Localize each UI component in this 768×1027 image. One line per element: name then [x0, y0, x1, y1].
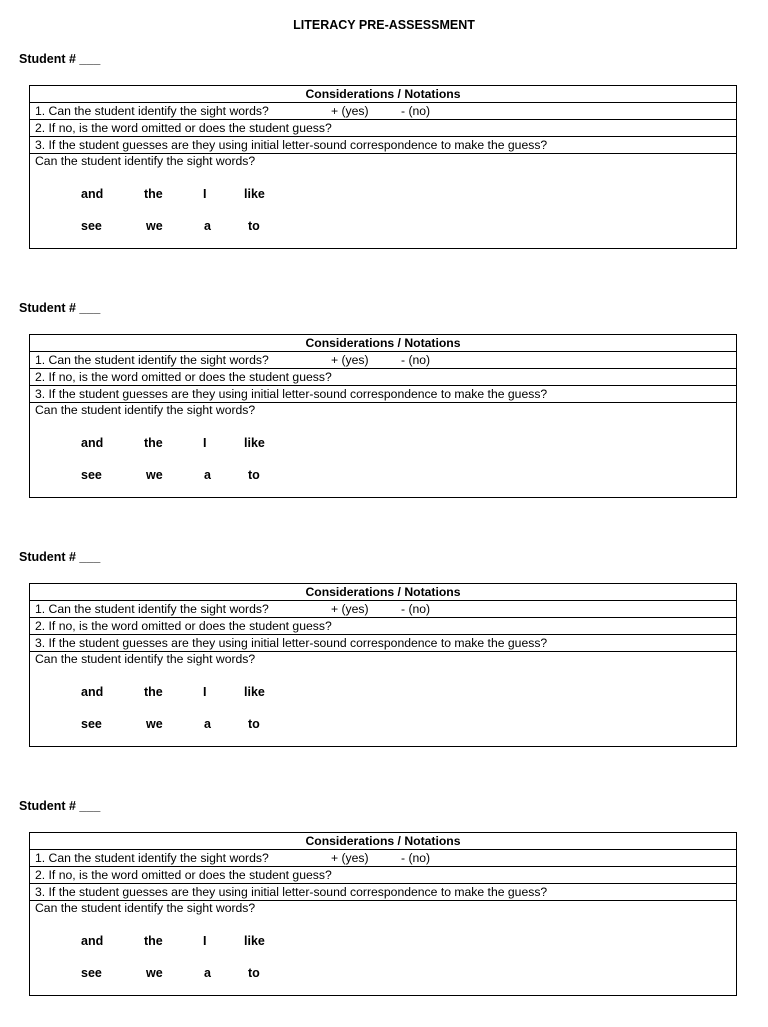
assessment-table [29, 832, 737, 996]
sight-word: see [81, 966, 102, 980]
yes-option: + (yes) [331, 851, 369, 865]
question-3-row: 3. If the student guesses are they using initial letter-sound correspondence to make the guess? [30, 635, 736, 652]
yes-option: + (yes) [331, 104, 369, 118]
question-1-text: 1. Can the student identify the sight words? [35, 851, 269, 865]
question-3-row: 3. If the student guesses are they using initial letter-sound correspondence to make the guess? [30, 386, 736, 403]
sight-word: we [146, 717, 163, 731]
sight-word: I [203, 436, 207, 450]
question-2-row: 2. If no, is the word omitted or does the student guess? [30, 867, 736, 884]
sight-word: like [244, 685, 265, 699]
question-1-text: 1. Can the student identify the sight words? [35, 353, 269, 367]
question-1-row [30, 352, 736, 369]
table-header: Considerations / Notations [30, 86, 736, 103]
sight-word: see [81, 717, 102, 731]
question-1-row [30, 850, 736, 867]
table-header: Considerations / Notations [30, 335, 736, 352]
no-option: - (no) [401, 353, 431, 367]
page-title: LITERACY PRE-ASSESSMENT [293, 18, 475, 32]
sight-word: like [244, 934, 265, 948]
sight-word: see [81, 468, 102, 482]
no-option: - (no) [401, 851, 431, 865]
sight-word: I [203, 187, 207, 201]
question-2-row: 2. If no, is the word omitted or does the student guess? [30, 618, 736, 635]
question-1-text: 1. Can the student identify the sight words? [35, 602, 269, 616]
student-number-label: Student # ___ [19, 301, 101, 315]
sight-word: we [146, 966, 163, 980]
table-header: Considerations / Notations [30, 833, 736, 850]
sight-word: to [248, 717, 260, 731]
sight-words-prompt: Can the student identify the sight words? [35, 901, 256, 915]
sight-word: like [244, 187, 265, 201]
student-number-label: Student # ___ [19, 550, 101, 564]
sight-words-prompt: Can the student identify the sight words? [35, 652, 256, 666]
assessment-table [29, 85, 737, 249]
yes-option: + (yes) [331, 602, 369, 616]
sight-word: a [204, 966, 211, 980]
sight-word: and [81, 685, 104, 699]
sight-word: to [248, 966, 260, 980]
sight-words-area [30, 419, 736, 529]
question-1-row [30, 601, 736, 618]
sight-word: the [144, 685, 163, 699]
sight-word: a [204, 219, 211, 233]
sight-word: to [248, 468, 260, 482]
sight-word: I [203, 685, 207, 699]
sight-word: and [81, 436, 104, 450]
sight-word: a [204, 717, 211, 731]
sight-word: and [81, 934, 104, 948]
table-header: Considerations / Notations [30, 584, 736, 601]
sight-word: the [144, 436, 163, 450]
no-option: - (no) [401, 104, 431, 118]
sight-words-area [30, 170, 736, 280]
sight-word: we [146, 219, 163, 233]
assessment-table [29, 583, 737, 747]
question-1-text: 1. Can the student identify the sight words? [35, 104, 269, 118]
yes-option: + (yes) [331, 353, 369, 367]
question-3-row: 3. If the student guesses are they using initial letter-sound correspondence to make the guess? [30, 137, 736, 154]
sight-word: to [248, 219, 260, 233]
sight-word: like [244, 436, 265, 450]
sight-words-prompt: Can the student identify the sight words? [35, 403, 256, 417]
question-2-row: 2. If no, is the word omitted or does the student guess? [30, 120, 736, 137]
sight-word: a [204, 468, 211, 482]
question-2-row: 2. If no, is the word omitted or does the student guess? [30, 369, 736, 386]
question-3-row: 3. If the student guesses are they using initial letter-sound correspondence to make the guess? [30, 884, 736, 901]
no-option: - (no) [401, 602, 431, 616]
student-number-label: Student # ___ [19, 52, 101, 66]
sight-words-area [30, 668, 736, 778]
sight-word: and [81, 187, 104, 201]
sight-word: see [81, 219, 102, 233]
sight-word: I [203, 934, 207, 948]
sight-word: the [144, 934, 163, 948]
student-number-label: Student # ___ [19, 799, 101, 813]
sight-words-area [30, 917, 736, 1027]
sight-word: we [146, 468, 163, 482]
sight-word: the [144, 187, 163, 201]
sight-words-prompt: Can the student identify the sight words? [35, 154, 256, 168]
question-1-row [30, 103, 736, 120]
assessment-table [29, 334, 737, 498]
